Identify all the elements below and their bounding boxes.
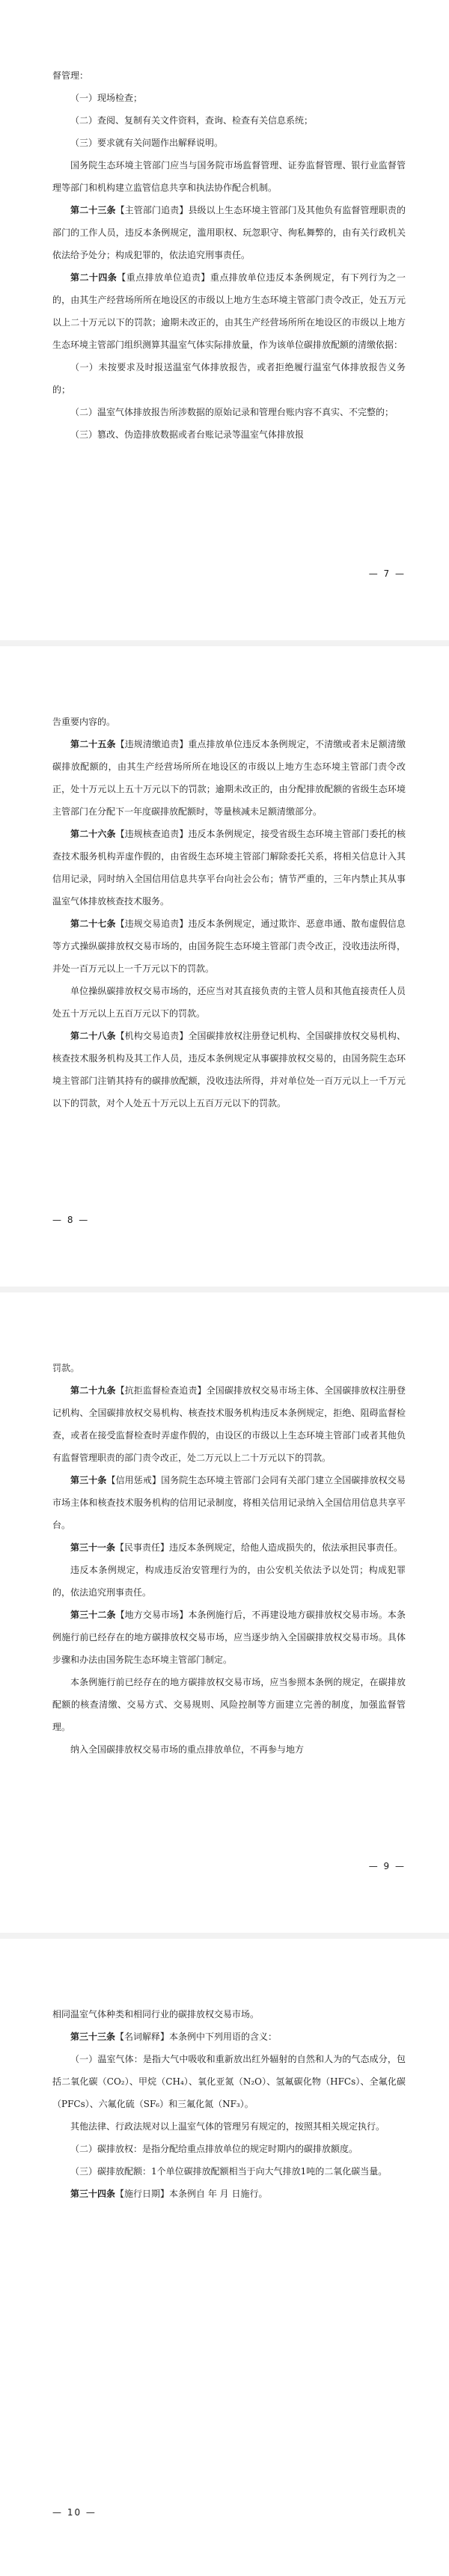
paragraph: （一）现场检查； — [70, 93, 143, 103]
article-paragraph: 第二十四条【重点排放单位追责】重点排放单位违反本条例规定，有下列行为之一的，由其生产经营场所所在地设区的市级以上地方生态环境主管部门责令改正，处五万元以上二十万元以下的罚款；逾期未改正的，由其生产经营场所所在地设区的市级以上地方生态环境主管部门组织测算其温室气体实际排放量，作为该单位碳排放配额的清缴依据： — [52, 272, 406, 350]
paragraph: （一）未按要求及时报送温室气体排放报告，或者拒绝履行温室气体排放报告义务的； — [52, 362, 406, 395]
paragraph: 国务院生态环境主管部门应当与国务院市场监督管理、证券监督管理、银行业监督管理等部门和机构建立监管信息共享和执法协作配合机制。 — [52, 160, 406, 193]
article-paragraph: 第二十三条【主管部门追责】县级以上生态环境主管部门及其他负有监督管理职责的部门的工作人员，违反本条例规定，滥用职权、玩忽职守、徇私舞弊的，由有关行政机关依法给予处分；构成犯罪的，依法追究刑事责任。 — [52, 205, 406, 260]
article-number: 第二十三条 — [70, 205, 116, 215]
article-paragraph: 第三十二条【地方交易市场】本条例施行后，不再建设地方碳排放权交易市场。本条例施行前已经存在的地方碳排放权交易市场，应当逐步纳入全国碳排放权交易市场。具体步骤和办法由国务院生态环境主管部门制定。 — [52, 1610, 406, 1665]
article-paragraph: 第三十条【信用惩戒】国务院生态环境主管部门会同有关部门建立全国碳排放权交易市场主体和核查技术服务机构的信用记录制度，将相关信用记录纳入全国信用信息共享平台。 — [52, 1475, 406, 1530]
article-paragraph: 第二十七条【违规交易追责】违反本条例规定，通过欺诈、恶意串通、散布虚假信息等方式操纵碳排放权交易市场的，由国务院生态环境主管部门责令改正，没收违法所得，并处一百万元以上一千万元以下的罚款。 — [52, 919, 406, 974]
article-number: 第二十七条 — [70, 919, 116, 929]
paragraph: 本条例施行前已经存在的地方碳排放权交易市场，应当参照本条例的规定，在碳排放配额的核查清缴、交易方式、交易规则、风险控制等方面建立完善的制度，加强监督管理。 — [52, 1677, 406, 1732]
paragraph: 告重要内容的。 — [52, 717, 116, 727]
page-divider — [0, 1933, 449, 1939]
paragraph: 督管理： — [52, 70, 89, 81]
paragraph: （一）温室气体：是指大气中吸收和重新放出红外辐射的自然和人为的气态成分，包括二氧化碳（CO₂）、甲烷（CH₄）、氧化亚氮（N₂O）、氢氟碳化物（HFCs）、全氟化碳（PFCs）、六氟化硫（SF₆）和三氟化氮（NF₃）。 — [52, 2054, 406, 2109]
paragraph: 相同温室气体种类和相同行业的碳排放权交易市场。 — [52, 2009, 260, 2020]
paragraph: （三）要求就有关问题作出解释说明。 — [70, 138, 224, 148]
article-number: 第三十一条 — [70, 1542, 116, 1553]
page-9-body — [52, 1357, 406, 1761]
article-number: 第二十六条 — [70, 829, 116, 839]
page-9 — [0, 1292, 449, 1933]
article-number: 第二十四条 — [70, 272, 117, 283]
article-paragraph: 第三十一条【民事责任】违反本条例规定，给他人造成损失的，依法承担民事责任。 — [70, 1542, 403, 1553]
article-number: 第二十九条 — [70, 1385, 116, 1396]
paragraph: （二）查阅、复制有关文件资料，查询、检查有关信息系统； — [70, 115, 314, 126]
paragraph: （二）温室气体排放报告所涉数据的原始记录和管理台账内容不真实、不完整的； — [70, 407, 394, 417]
paragraph: 单位操纵碳排放权交易市场的，还应当对其直接负责的主管人员和其他直接责任人员处五十万元以上五百万元以下的罚款。 — [52, 986, 406, 1019]
page-divider — [0, 1287, 449, 1292]
article-number: 第三十四条 — [70, 2189, 116, 2199]
article-number: 第三十二条 — [70, 1610, 116, 1620]
page-8 — [0, 646, 449, 1287]
article-number: 第二十八条 — [70, 1031, 116, 1041]
article-number: 第三十条 — [70, 1475, 107, 1485]
paragraph: 纳入全国碳排放权交易市场的重点排放单位，不再参与地方 — [70, 1744, 305, 1755]
page-number: — 10 — — [52, 2507, 97, 2518]
page-7 — [0, 0, 449, 640]
article-paragraph: 第二十九条【抗拒监督检查追责】全国碳排放权交易市场主体、全国碳排放权注册登记机构、全国碳排放权交易机构、核查技术服务机构违反本条例规定，拒绝、阻碍监督检查，或者在接受监督检查时弄虚作假的，由设区的市级以上生态环境主管部门或者其他负有监督管理职责的部门责令改正，处二万元以上二十万元以下的罚款。 — [52, 1385, 406, 1463]
article-paragraph: 第三十三条【名词解释】本条例中下列用语的含义： — [70, 2031, 278, 2042]
page-10-body — [52, 2003, 406, 2205]
page-10 — [0, 1939, 449, 2576]
article-paragraph: 第二十八条【机构交易追责】全国碳排放权注册登记机构、全国碳排放权交易机构、核查技术服务机构及其工作人员，违反本条例规定从事碳排放权交易的，由国务院生态环境主管部门注销其持有的碳排放配额，没收违法所得，并对单位处一百万元以上一千万元以下的罚款，对个人处五十万元以上五百万元以下的罚款。 — [52, 1031, 406, 1108]
article-paragraph: 第二十五条【违规清缴追责】重点排放单位违反本条例规定，不清缴或者未足额清缴碳排放配额的，由其生产经营场所所在地设区的市级以上地方生态环境主管部门责令改正，处十万元以上五十万元以下的罚款；逾期未改正的，由分配排放配额的省级生态环境主管部门在分配下一年度碳排放配额时，等量核减未足额清缴部分。 — [52, 739, 406, 817]
article-paragraph: 第二十六条【违规核查追责】违反本条例规定，接受省级生态环境主管部门委托的核查技术服务机构弄虚作假的，由省级生态环境主管部门解除委托关系，将相关信息计入其信用记录，同时纳入全国信用信息共享平台向社会公布；情节严重的，三年内禁止其从事温室气体排放核查技术服务。 — [52, 829, 406, 907]
page-7-body — [52, 64, 406, 446]
article-number: 第三十三条 — [70, 2031, 116, 2042]
paragraph: （二）碳排放权：是指分配给重点排放单位的规定时期内的碳排放额度。 — [70, 2144, 358, 2154]
page-8-body — [52, 711, 406, 1114]
article-paragraph: 第三十四条【施行日期】本条例自 年 月 日施行。 — [70, 2189, 268, 2199]
paragraph: 违反本条例规定，构成违反治安管理行为的，由公安机关依法予以处罚；构成犯罪的，依法追究刑事责任。 — [52, 1565, 406, 1598]
paragraph: （三）篡改、伪造排放数据或者台账记录等温室气体排放报 — [70, 429, 305, 440]
article-number: 第二十五条 — [70, 739, 116, 749]
paragraph: 罚款。 — [52, 1363, 80, 1373]
paragraph: 其他法律、行政法规对以上温室气体的管理另有规定的，按照其相关规定执行。 — [70, 2121, 385, 2132]
page-divider — [0, 640, 449, 646]
page-number: — 8 — — [52, 1215, 90, 1225]
page-number: — 9 — — [368, 1861, 406, 1871]
page-number: — 7 — — [368, 568, 406, 579]
paragraph: （三）碳排放配额：1个单位碳排放配额相当于向大气排放1吨的二氧化碳当量。 — [70, 2166, 388, 2177]
